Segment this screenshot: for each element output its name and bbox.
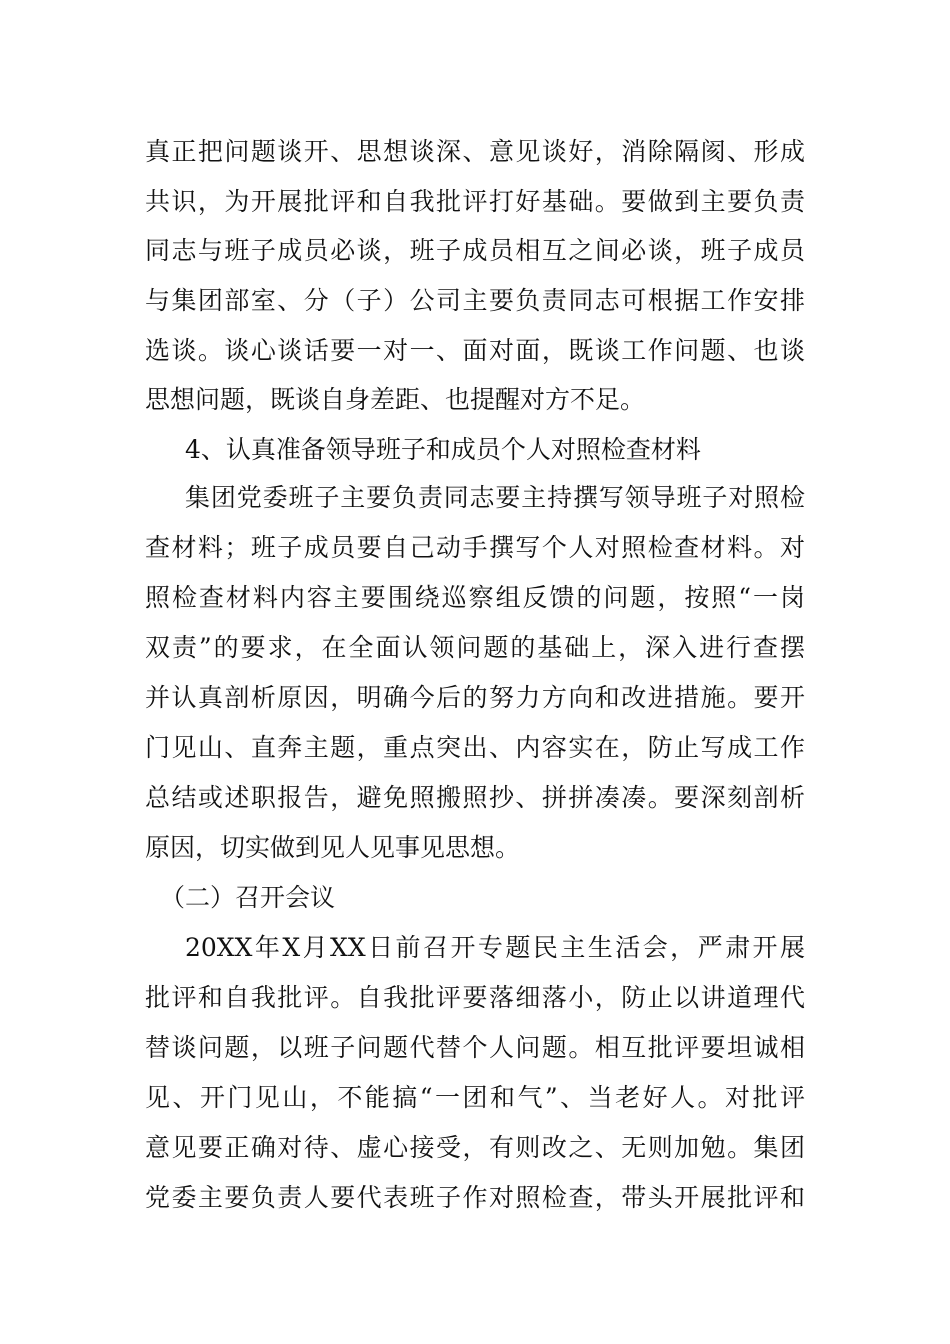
- text-line: 原因，切实做到见人见事见思想。: [145, 833, 521, 862]
- section-heading: 4、认真准备领导班子和成员个人对照检查材料: [185, 435, 701, 464]
- text-line: 并认真剖析原因，明确今后的努力方向和改进措施。要开: [145, 683, 805, 712]
- text-line: 双责”的要求，在全面认领问题的基础上，深入进行查摆: [145, 633, 805, 662]
- text-line: 意见要正确对待、虚心接受，有则改之、无则加勉。集团: [145, 1133, 805, 1162]
- text-line: 替谈问题，以班子问题代替个人问题。相互批评要坦诚相: [145, 1033, 805, 1062]
- text-line: 查材料；班子成员要自己动手撰写个人对照检查材料。对: [145, 533, 805, 562]
- text-line: 共识，为开展批评和自我批评打好基础。要做到主要负责: [145, 187, 805, 216]
- text-line: 思想问题，既谈自身差距、也提醒对方不足。: [145, 385, 646, 414]
- text-line: 门见山、直奔主题，重点突出、内容实在，防止写成工作: [145, 733, 805, 762]
- text-line: 总结或述职报告，避免照搬照抄、拼拼凑凑。要深刻剖析: [145, 783, 805, 812]
- text-line: 党委主要负责人要代表班子作对照检查，带头开展批评和: [145, 1183, 805, 1212]
- text-line: 选谈。谈心谈话要一对一、面对面，既谈工作问题、也谈: [145, 336, 805, 365]
- text-line: 与集团部室、分（子）公司主要负责同志可根据工作安排: [145, 286, 805, 315]
- text-line: 真正把问题谈开、思想谈深、意见谈好，消除隔阂、形成: [145, 137, 805, 166]
- text-line: 集团党委班子主要负责同志要主持撰写领导班子对照检: [185, 483, 805, 512]
- text-line: 20XX年X月XX日前召开专题民主生活会，严肃开展: [185, 933, 805, 962]
- text-line: 见、开门见山，不能搞“一团和气”、当老好人。对批评: [145, 1083, 805, 1112]
- text-line: 批评和自我批评。自我批评要落细落小，防止以讲道理代: [145, 983, 805, 1012]
- section-heading: （二）召开会议: [160, 883, 336, 912]
- text-line: 同志与班子成员必谈，班子成员相互之间必谈，班子成员: [145, 236, 805, 265]
- text-line: 照检查材料内容主要围绕巡察组反馈的问题，按照“一岗: [145, 583, 805, 612]
